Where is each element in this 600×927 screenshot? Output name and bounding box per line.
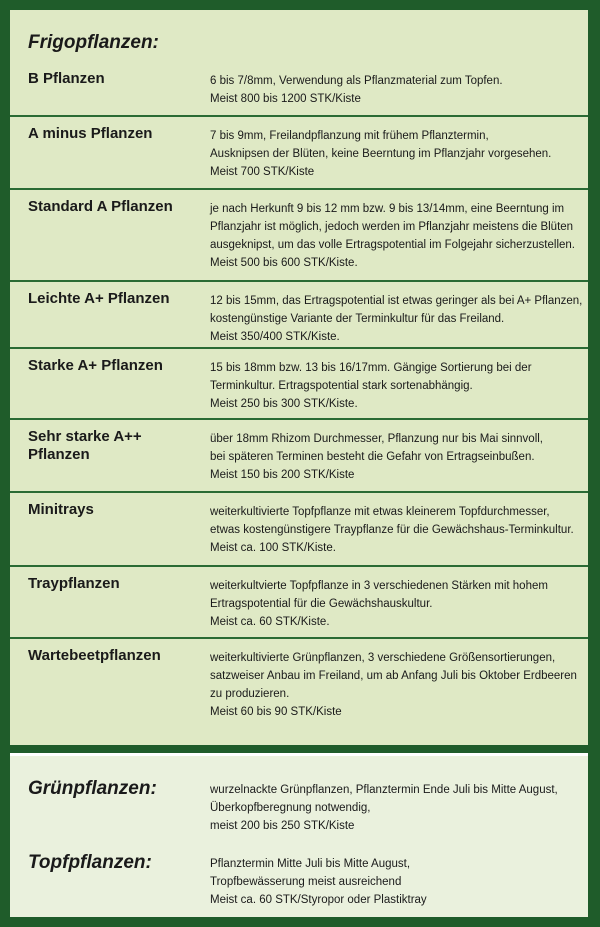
table-row — [10, 190, 588, 282]
desc-line: Meist 60 bis 90 STK/Kiste — [210, 706, 342, 718]
row-name: Standard A Pflanzen — [28, 198, 173, 215]
desc-line: Meist 150 bis 200 STK/Kiste — [210, 469, 355, 481]
frigo-title: Frigopflanzen: — [28, 32, 159, 53]
desc-line: 7 bis 9mm, Freilandpflanzung mit frühem Pflanztermin, — [210, 130, 489, 142]
desc-line: 6 bis 7/8mm, Verwendung als Pflanzmaterial zum Topfen. — [210, 75, 503, 87]
desc-line: Tropfbewässerung meist ausreichend — [210, 876, 402, 888]
row-desc — [210, 127, 580, 181]
gruen-desc — [210, 781, 580, 835]
desc-line: Terminkultur. Ertragspotential stark sortenabhängig. — [210, 380, 473, 392]
gruen-topf-section — [10, 753, 588, 917]
desc-line: Überkopfberegnung notwendig, — [210, 802, 371, 814]
desc-line: meist 200 bis 250 STK/Kiste — [210, 820, 355, 832]
table-row — [10, 117, 588, 190]
table-row — [10, 493, 588, 567]
desc-line: Meist 500 bis 600 STK/Kiste. — [210, 257, 358, 269]
desc-line: bei späteren Terminen besteht die Gefahr von Ertragseinbußen. — [210, 451, 535, 463]
desc-line: wurzelnackte Grünpflanzen, Pflanztermin Ende Juli bis Mitte August, — [210, 784, 558, 796]
table-row — [10, 282, 588, 349]
desc-line: Meist ca. 60 STK/Styropor oder Plastiktray — [210, 894, 427, 906]
row-name: Leichte A+ Pflanzen — [28, 290, 170, 307]
desc-line: Meist 700 STK/Kiste — [210, 166, 315, 178]
table-row — [10, 567, 588, 639]
table-row — [10, 639, 588, 745]
row-desc — [210, 649, 580, 721]
row-name: B Pflanzen — [28, 70, 105, 87]
desc-line: Meist 800 bis 1200 STK/Kiste — [210, 93, 361, 105]
row-desc — [210, 200, 580, 272]
desc-line: je nach Herkunft 9 bis 12 mm bzw. 9 bis 13/14mm, eine Beerntung im — [210, 203, 565, 215]
desc-line: weiterkultivierte Grünpflanzen, 3 verschiedene Größensortierungen, — [210, 652, 556, 664]
desc-line: 12 bis 15mm, das Ertragspotential ist etwas geringer als bei A+ Pflanzen, — [210, 295, 583, 307]
table-row — [10, 420, 588, 493]
info-panel — [10, 10, 588, 917]
row-desc — [210, 577, 580, 631]
row-name: Traypflanzen — [28, 575, 120, 592]
row-name: Sehr starke A++ Pflanzen — [28, 428, 142, 463]
row-desc — [210, 359, 580, 413]
row-desc — [210, 72, 580, 108]
desc-line: Meist ca. 60 STK/Kiste. — [210, 616, 330, 628]
desc-line: zu produzieren. — [210, 688, 290, 700]
desc-line: ausgeknipst, um das volle Ertragspotential im Folgejahr sicherzustellen. — [210, 239, 575, 251]
desc-line: satzweiser Anbau im Freiland, um ab Anfang Juli bis Oktober Erdbeeren — [210, 670, 577, 682]
desc-line: Meist ca. 100 STK/Kiste. — [210, 542, 336, 554]
topf-desc — [210, 855, 580, 909]
gruen-title: Grünpflanzen: — [28, 778, 157, 799]
desc-line: Pflanztermin Mitte Juli bis Mitte August, — [210, 858, 411, 870]
row-name: Starke A+ Pflanzen — [28, 357, 163, 374]
desc-line: 15 bis 18mm bzw. 13 bis 16/17mm. Gängige Sortierung bei der — [210, 362, 532, 374]
desc-line: Ertragspotential für die Gewächshauskultur. — [210, 598, 433, 610]
desc-line: weiterkultvierte Topfpflanze in 3 verschiedenen Stärken mit hohem — [210, 580, 548, 592]
table-row — [10, 349, 588, 420]
row-desc — [210, 292, 583, 346]
row-desc — [210, 503, 580, 557]
row-name: Minitrays — [28, 501, 94, 518]
desc-line: über 18mm Rhizom Durchmesser, Pflanzung nur bis Mai sinnvoll, — [210, 433, 543, 445]
row-name: A minus Pflanzen — [28, 125, 153, 142]
table-row — [10, 62, 588, 117]
desc-line: Meist 250 bis 300 STK/Kiste. — [210, 398, 358, 410]
desc-line: Ausknipsen der Blüten, keine Beerntung im Pflanzjahr vorgesehen. — [210, 148, 552, 160]
desc-line: etwas kostengünstigere Traypflanze für die Gewächshaus-Terminkultur. — [210, 524, 574, 536]
row-name: Wartebeetpflanzen — [28, 647, 161, 664]
desc-line: Meist 350/400 STK/Kiste. — [210, 331, 340, 343]
row-desc — [210, 430, 580, 484]
desc-line: weiterkultivierte Topfpflanze mit etwas kleinerem Topfdurchmesser, — [210, 506, 550, 518]
desc-line: kostengünstige Variante der Terminkultur für das Freiland. — [210, 313, 505, 325]
desc-line: Pflanzjahr ist möglich, jedoch werden im Pflanzjahr meistens die Blüten — [210, 221, 574, 233]
topf-title: Topfpflanzen: — [28, 852, 152, 873]
frigo-section — [10, 10, 588, 745]
